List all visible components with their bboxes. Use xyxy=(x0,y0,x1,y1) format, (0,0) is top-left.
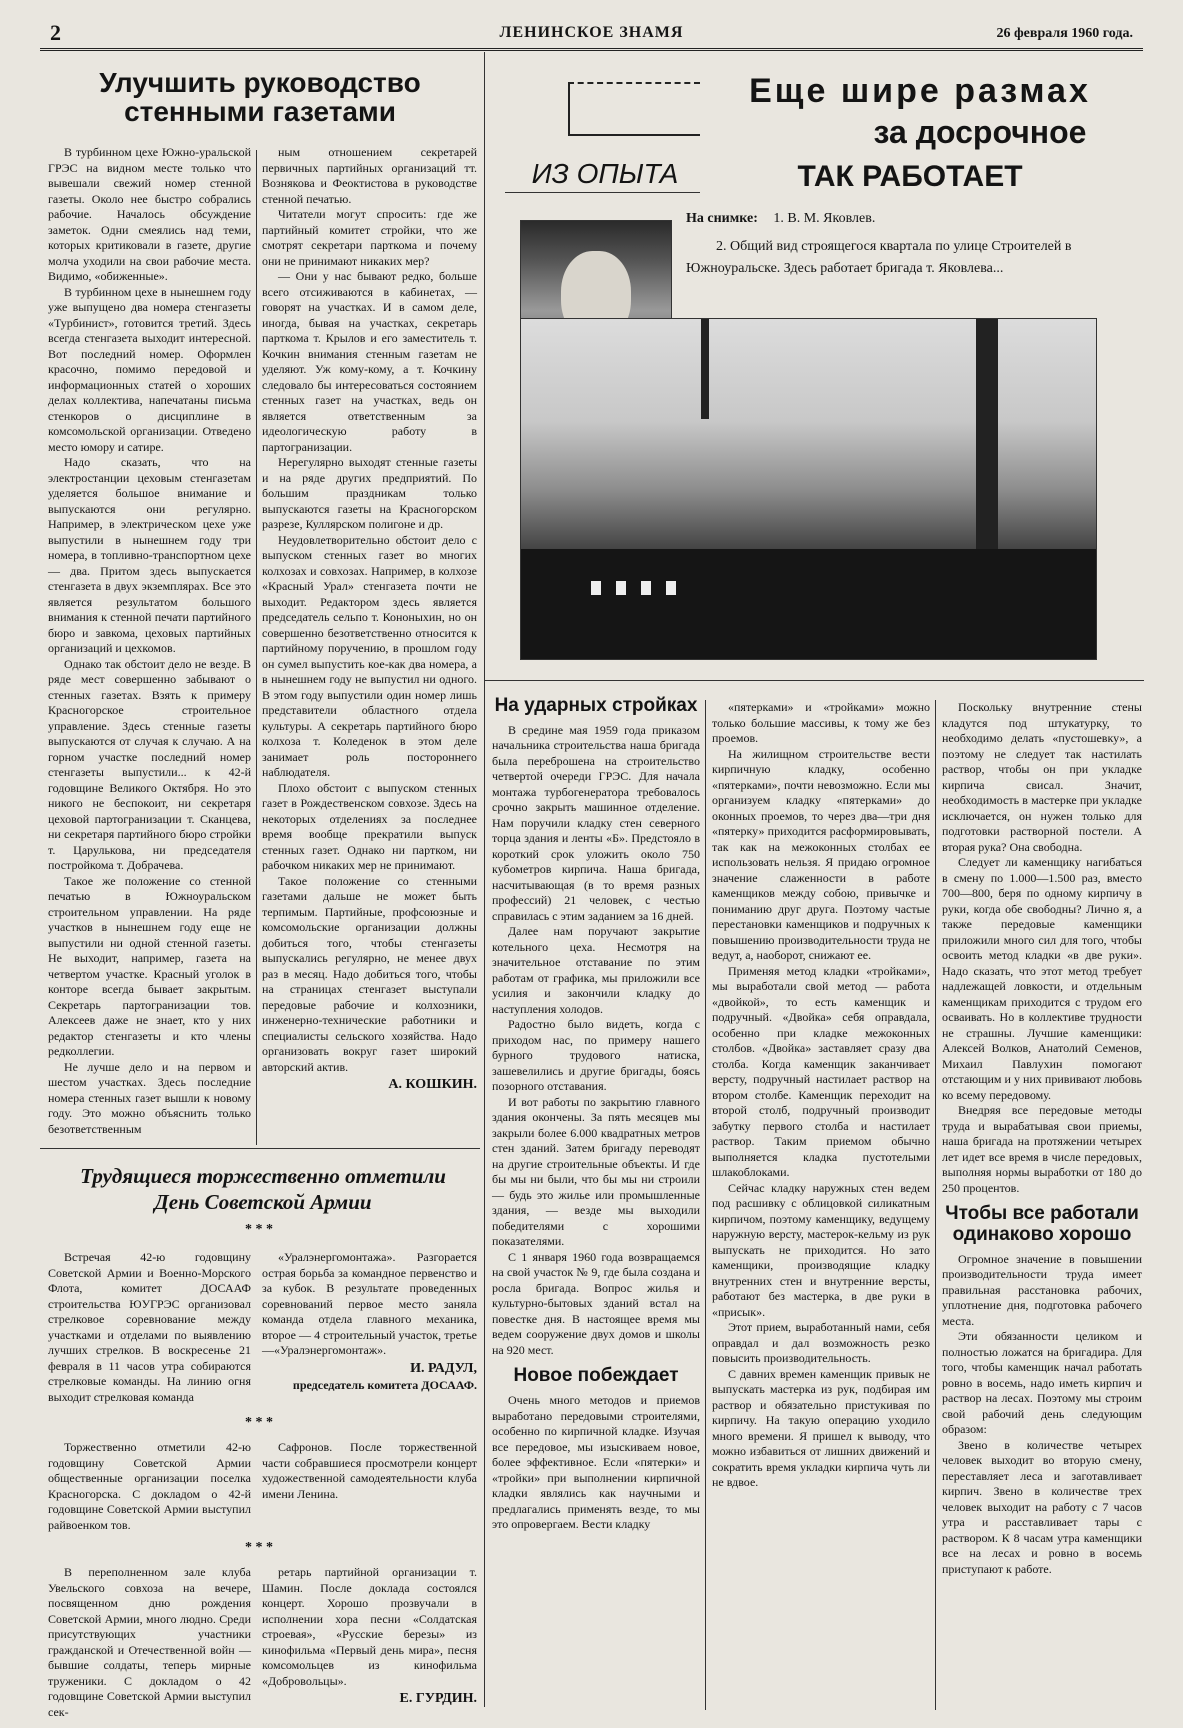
photo-window xyxy=(641,581,651,595)
author-signature: А. КОШКИН. xyxy=(388,1077,477,1092)
article-column xyxy=(262,1440,477,1535)
paragraph: Огромное значение в повышении производительности труда имеет правильная расстановка рабочих, уплотнение дня, подготовка рабочего места. xyxy=(942,1251,1142,1328)
paragraph: С 1 января 1960 года возвращаемся на свой участок № 9, где была создана и росла бригада. Вопрос жилья и культурно-бытовых зданий встал на повестке дня. В настоящее время мы ведем сооружение двух домов и школы на 920 мест. xyxy=(492,1249,700,1357)
paragraph: В турбинном цехе Южно-уральской ГРЭС на видном месте только что вывешали свежий номер стенной газеты. Около нее быстро собрались рабочие. Началось обсуждение заметок. Одни смеялись над теми, которых критиковали в газете, другие молча уходили на свои рабочие места. Видимо, «обиженные». xyxy=(48,145,251,283)
article-column xyxy=(712,700,930,1708)
article-column xyxy=(262,1250,477,1410)
article-headline xyxy=(48,1165,478,1213)
column-rule xyxy=(256,150,257,1145)
separator-stars: * * * xyxy=(245,1415,273,1430)
paragraph: ретарь партийной организации т. Шамин. После доклада состоялся концерт. Хорошо прозвучали в исполнении хора песни «Солдатская строевая», «Русские березы» из кинофильма «Первый день мира», песня комсомольцев из кинофильма «Добровольцы». xyxy=(262,1565,477,1688)
author-signature: И. РАДУЛ, xyxy=(410,1360,477,1376)
author-title: председатель комитета ДОСААФ. xyxy=(292,1378,477,1392)
headline-line: Еще шире размах xyxy=(749,72,1091,110)
article-column xyxy=(942,700,1142,1708)
newspaper-title: ЛЕНИНСКОЕ ЗНАМЯ xyxy=(499,24,684,41)
paragraph: Торжественно отметили 42-ю годовщину Советской Армии общественные организации поселка Красногорска. С докладом о 42-й годовщине Советской Армии выступил райвоенком тов. xyxy=(48,1440,251,1532)
paragraph: Поскольку внутренние стены кладутся под штукатурку, то необходимо делать «пустошевку», а поэтому не следует так настилать раствор, чтобы он при укладке кирпича свисал. Значит, необходимость в мастерке при укладке исключается, он нужен только для подготовки растворной постели. А вторая рука? Она свободна. xyxy=(942,700,1142,854)
paragraph: Этот прием, выработанный нами, себя оправдал и дал возможность резко повысить производительность. xyxy=(712,1320,930,1365)
page-number: 2 xyxy=(50,20,61,45)
rubric-kicker: ИЗ ОПЫТА xyxy=(531,158,679,189)
column-rule xyxy=(705,700,706,1710)
photo-caption xyxy=(686,208,1126,280)
kicker-underline xyxy=(505,192,700,193)
section-rule xyxy=(484,680,1144,681)
article-column xyxy=(492,696,700,1708)
headline-line: Трудящиеся торжественно отметили xyxy=(80,1164,446,1188)
paragraph: Радостно было видеть, когда с приходом нас, по примеру нашего бурного трудового натиска, зашевелились и другие бригады, боясь позорного отставания. xyxy=(492,1017,700,1094)
paragraph: Неудовлетворительно обстоит дело с выпуском стенных газет во многих колхозах и совхозах. Например, в колхозе «Красный Урал» стенгазета почти не выходит. Редактором здесь является председатель сельпо т. Кононыхин, но он совершенно безответственно относится к партийному поручению, в прошлом году он сумел выпустить кое-как два номера, а в нынешнем году не выпустил ни одного. В этом году выпустили один номер лишь представители областного отдела культуры. А секретарь партийного бюро колхоза т. Коледенок в этом деле занимает роль постороннего наблюдателя. xyxy=(262,532,477,779)
paragraph: Такое положение со стенными газетами дальше не может быть терпимым. Партийные, профсоюзные и комсомольские организации должны добиться того, чтобы стенгазеты выпускались регулярно, не менее двух раз в месяц. Надо добиться того, чтобы на страницах стенгазет выступали передовые рабочие и колхозники, инженерно-технические работники и специалисты сельского хозяйства. Надо организовать вокруг газет широкий авторский актив. xyxy=(262,873,477,1074)
article-title: ТАК РАБОТАЕТ xyxy=(797,160,1023,193)
article-column xyxy=(48,1440,251,1535)
subheading: Новое побеждает xyxy=(513,1365,679,1387)
photo-window xyxy=(666,581,676,595)
paragraph: С давних времен каменщик привык не выпускать мастерка из рук, подбирая им раствор и обязательно пристукивая по кирпичу. На такую операцию уходило много времени. Я пришел к выводу, что можно избавиться от лишних движений и сократить время укладки кирпича чуть ли не вдвое. xyxy=(712,1366,930,1489)
paragraph: Сафронов. После торжественной части собравшиеся просмотрели концерт художественной самодеятельности клуба имени Ленина. xyxy=(262,1440,477,1501)
construction-photo xyxy=(520,318,1097,660)
paragraph: «пятерками» и «тройками» можно только большие массивы, к тому же без проемов. xyxy=(712,700,930,745)
photo-crane xyxy=(701,319,709,419)
paragraph: Внедряя все передовые методы труда и вырабатывая свои приемы, наша бригада на протяжении четырех лет идет все время в числе передовых, выполняя нормы выработки от 180 до 250 процентов. xyxy=(942,1103,1142,1195)
article-column xyxy=(262,145,477,1140)
decorative-bracket xyxy=(568,82,700,136)
paragraph: Однако так обстоит дело не везде. В ряде мест совершенно забывают о стенных газетах. Взять к примеру Красногорское строительное управление. Здесь стенные газеты выпускаются от случая к случаю. А на горном участке последний номер стенгазеты выпустили... к 42-й годовщине Великого Октября. Но это никого не беспокоит, ни секретаря цеховой партогранизации т. Сканцева, ни секретаря партийного бюро стройки т. Царулькова, ни председателя постройкома т. Добрачева. xyxy=(48,656,251,872)
subheading: Чтобы все работали одинаково хорошо xyxy=(945,1203,1139,1245)
paragraph: Следует ли каменщику нагибаться в смену по 1.000—1.500 раз, вместо 700—800, беря по одному кирпичу в руки, когда обе свободны? Лично я, а также передовые каменщики приложили много сил для того, чтобы освоить метод кладки «в две руки». Надо сказать, что этот метод требует надлежащей ловкости, и отдельным каменщикам приходится с трудом его осваивать. Но в коллективе трудности не страшны. Лучшие каменщики: Алексей Волков, Анатолий Семенов, Михаил Павлухин помогают отстающим и у них прививают любовь ко всему передовому. xyxy=(942,855,1142,1102)
paragraph: Далее нам поручают закрытие котельного цеха. Несмотря на значительное отставание по этим работам от графика, мы приложили все усилия и закончили кладку до наступления холодов. xyxy=(492,924,700,1016)
separator-stars: * * * xyxy=(245,1540,273,1555)
paragraph: Эти обязанности целиком и полностью ложатся на бригадира. Для того, чтобы каменщик начал работать ровно в восемь, надо иметь кирпич и раствор на лесах. Поэтому мы строим свой рабочий день следующим образом: xyxy=(942,1329,1142,1437)
article-column xyxy=(48,145,251,1135)
subheading: На ударных стройках xyxy=(494,695,698,716)
paragraph: Звено в количестве четырех человек выходит во вторую смену, переставляет леса и заготавливает кирпич. Звено в количестве трех человек выходит на работу с 7 часов утра и расставливает тары с раствором. К 8 часам утра каменщики все на лесах и ровно в восемь приступают к работе. xyxy=(942,1437,1142,1576)
paragraph: Надо сказать, что на электростанции цеховым стенгазетам уделяется большое внимание и выпускаются они регулярно. Например, в электрическом цехе уже выпустили в нынешнем году три номера, в топливно-транспортном цехе — два. Притом здесь выпускается стенгазета в двух экземплярах. Все это является результатом большого внимания к стенной печати партийного бюро и завкома, цеховых партийных организаций и цехкомов. xyxy=(48,455,251,655)
headline-line: День Советской Армии xyxy=(154,1190,372,1215)
page-header xyxy=(40,20,1143,51)
paragraph: ным отношением секретарей первичных партийных организаций тт. Вознякова и Феоктистова в руководстве стенной печатью. xyxy=(262,145,477,206)
photo-window xyxy=(591,581,601,595)
paragraph: Читатели могут спросить: где же партийный комитет стройки, что же смотрят секретари парткома и почему они не принимают никаких мер? xyxy=(262,207,477,268)
paragraph: — Они у нас бывают редко, больше всего отсиживаются в кабинетах, — говорят на участках. И в самом деле, иногда, бывая на участках, секретарь парткома т. Крылов и его заместитель т. Кочкин внимания стенным газетам не уделяют. Уж кому-кому, а т. Кочкину следовало бы интересоваться состоянием стенных газет на участках, ведь он является ответственным за идеологическую работу в партогранизации. xyxy=(262,269,477,454)
caption-label: На снимке: xyxy=(686,211,758,226)
column-rule xyxy=(484,52,485,1707)
paragraph: На жилищном строительстве вести кирпичную кладку, особенно «пятерками», почти невозможно. Если мы организуем кладку «пятерками» до оконных проемов, то через два—три дня «пятерку» приходится расформировывать, так как на межоконных столбах ее использовать нельзя. Я придаю огромное значение слаженности в работе каменщиков между собою, привычке и пониманию друг друга. Поэтому частые перестановки каменщиков и подручных к повышению производительности труда не ведут, а, наоборот, снижают ее. xyxy=(712,746,930,962)
article-headline: Улучшить руководство стенными газетами xyxy=(99,67,421,128)
paragraph: Нерегулярно выходят стенные газеты и на ряде других предприятий. По большим праздникам только выпускаются газеты на Красногорском разрезе, Куллярском полигоне и др. xyxy=(262,455,477,531)
photo-building xyxy=(521,549,1096,659)
paragraph: Встречая 42-ю годовщину Советской Армии и Военно-Морского Флота, комитет ДОСААФ строительства ЮУГРЭС организовал стрелковое соревнование между участками и отделами по выявлению лучших стрелков. В воскресенье 21 февраля в 11 часов утра собираются стрелковые команды. На линию огня выходит стрелковая команда xyxy=(48,1250,251,1404)
separator-stars: * * * xyxy=(245,1222,273,1237)
paragraph: Не лучше дело и на первом и шестом участках. Здесь последние номера стенных газет вышли к новому году. Это можно объяснить только безответственным xyxy=(48,1059,251,1136)
paragraph: В турбинном цехе в нынешнем году уже выпущено два номера стенгазеты «Турбинист», готовится третий. Здесь всегда стенгазета выходит интересной. Вот последний номер. Оформлен красочно, помимо передовой и информационных статей о хороших делах коллектива, напечатаны письма стенкоров о дисциплине в комсомольской организации. Отведено место юмору и сатире. xyxy=(48,284,251,454)
section-rule xyxy=(40,1148,480,1149)
issue-date: 26 февраля 1960 года. xyxy=(996,26,1133,41)
article-column xyxy=(48,1250,251,1410)
article-column xyxy=(262,1565,477,1710)
author-signature: Е. ГУРДИН. xyxy=(399,1691,477,1706)
headline-line: за досрочное xyxy=(873,114,1087,150)
article-column xyxy=(48,1565,251,1719)
paragraph: В переполненном зале клуба Увельского совхоза на вечере, посвященном дню рождения Советской Армии, много людно. Среди присутствующих участники гражданской и Отечественной войн — бывшие солдаты, теперь мирные труженики. С докладом о 42 годовщине Советской Армии выступил сек- xyxy=(48,1565,251,1719)
paragraph: Такое же положение со стенной печатью в Южноуральском строительном управлении. На ряде участков в нынешнем году еще не выпустили ни одной стенной газеты. Не выходит, например, газета на четвертом участке. Красный уголок в конторе всегда бывает закрытым. Секретарь партогранизации тов. Алексеев даже не знает, кто у них редактор стенгазеты и кто члены редколлегии. xyxy=(48,873,251,1058)
caption-item: 1. В. М. Яковлев. xyxy=(773,211,876,226)
paragraph: И вот работы по закрытию главного здания окончены. За пять месяцев мы закрыли более 6.000 квадратных метров стен зданий. Затем бригаду переводят на другие строительные объекты. И где бы мы ни были, что бы мы ни строили — будь это жилье или промышленные здания, — везде мы выходили победителями с хорошими показателями. xyxy=(492,1094,700,1249)
column-rule xyxy=(935,700,936,1710)
paragraph: «Уралэнергомонтажа». Разгорается острая борьба за командное первенство и за кубок. В результате проведенных соревнований первое место заняла команда отдела главного механика, второе — 4 строительный участок, третье—«Уралэнергомонтаж». xyxy=(262,1250,477,1357)
caption-item: 2. Общий вид строящегося квартала по улице Строителей в Южноуральске. Здесь работает бригада т. Яковлева... xyxy=(686,239,1072,276)
photo-window xyxy=(616,581,626,595)
paragraph: В средине мая 1959 года приказом начальника строительства наша бригада была переброшена на строительство четвертой очереди ГРЭС. Для начала монтажа турбогенератора требовалось срочно закрыть машинное отделение. Нам поручили кладку стен северного торца здания и ленты «Б». Предстояло в короткий срок уложить около 750 кубометров кирпича. Наша бригада, насчитывающая (в то время разных профессий) 21 человек, с честью справилась с этим заданием за 16 дней. xyxy=(492,722,700,923)
paragraph: Применяя метод кладки «тройками», мы выработали свой метод — работа «двойкой», то есть каменщик и подручный. «Двойка» себя оправдала, особенно при кладке межоконных столбов. «Двойка» заставляет сразу два столба. Когда каменщик заканчивает версту, подручный настилает раствор на втором столбе. Каменщик переходит на второй столб, подручный производит забутку первого столба и настилает раствор. Таким приемом обычно выполняется кладка пустотелыми шлакоблоками. xyxy=(712,963,930,1179)
paragraph: Очень много методов и приемов выработано передовыми строителями, особенно по кирпичной кладке. Изучая все передовое, мы изыскиваем новое, более эффективное. Если «пятерки» и «тройки» при выполнении кирпичной кладки являлись как научными и предлагались применять везде, то мы это опровергаем. Вести кладку xyxy=(492,1393,700,1532)
paragraph: Плохо обстоит с выпуском стенных газет в Рождественском совхозе. Здесь на некоторых отделениях за последнее время вообще прекратили выпуск стенных газет. Однако ни партком, ни рабочком никаких мер не принимают. xyxy=(262,780,477,872)
paragraph: Сейчас кладку наружных стен ведем под расшивку с облицовкой силикатным кирпичом, поэтому каменщику, ведущему наружную версту, мастерок-кельму из рук выпускать не приходится. Но зато каменщики, производящие кладку внутренних стен и внутренние версты, работают без мастерка, в две руки в «присык». xyxy=(712,1180,930,1319)
